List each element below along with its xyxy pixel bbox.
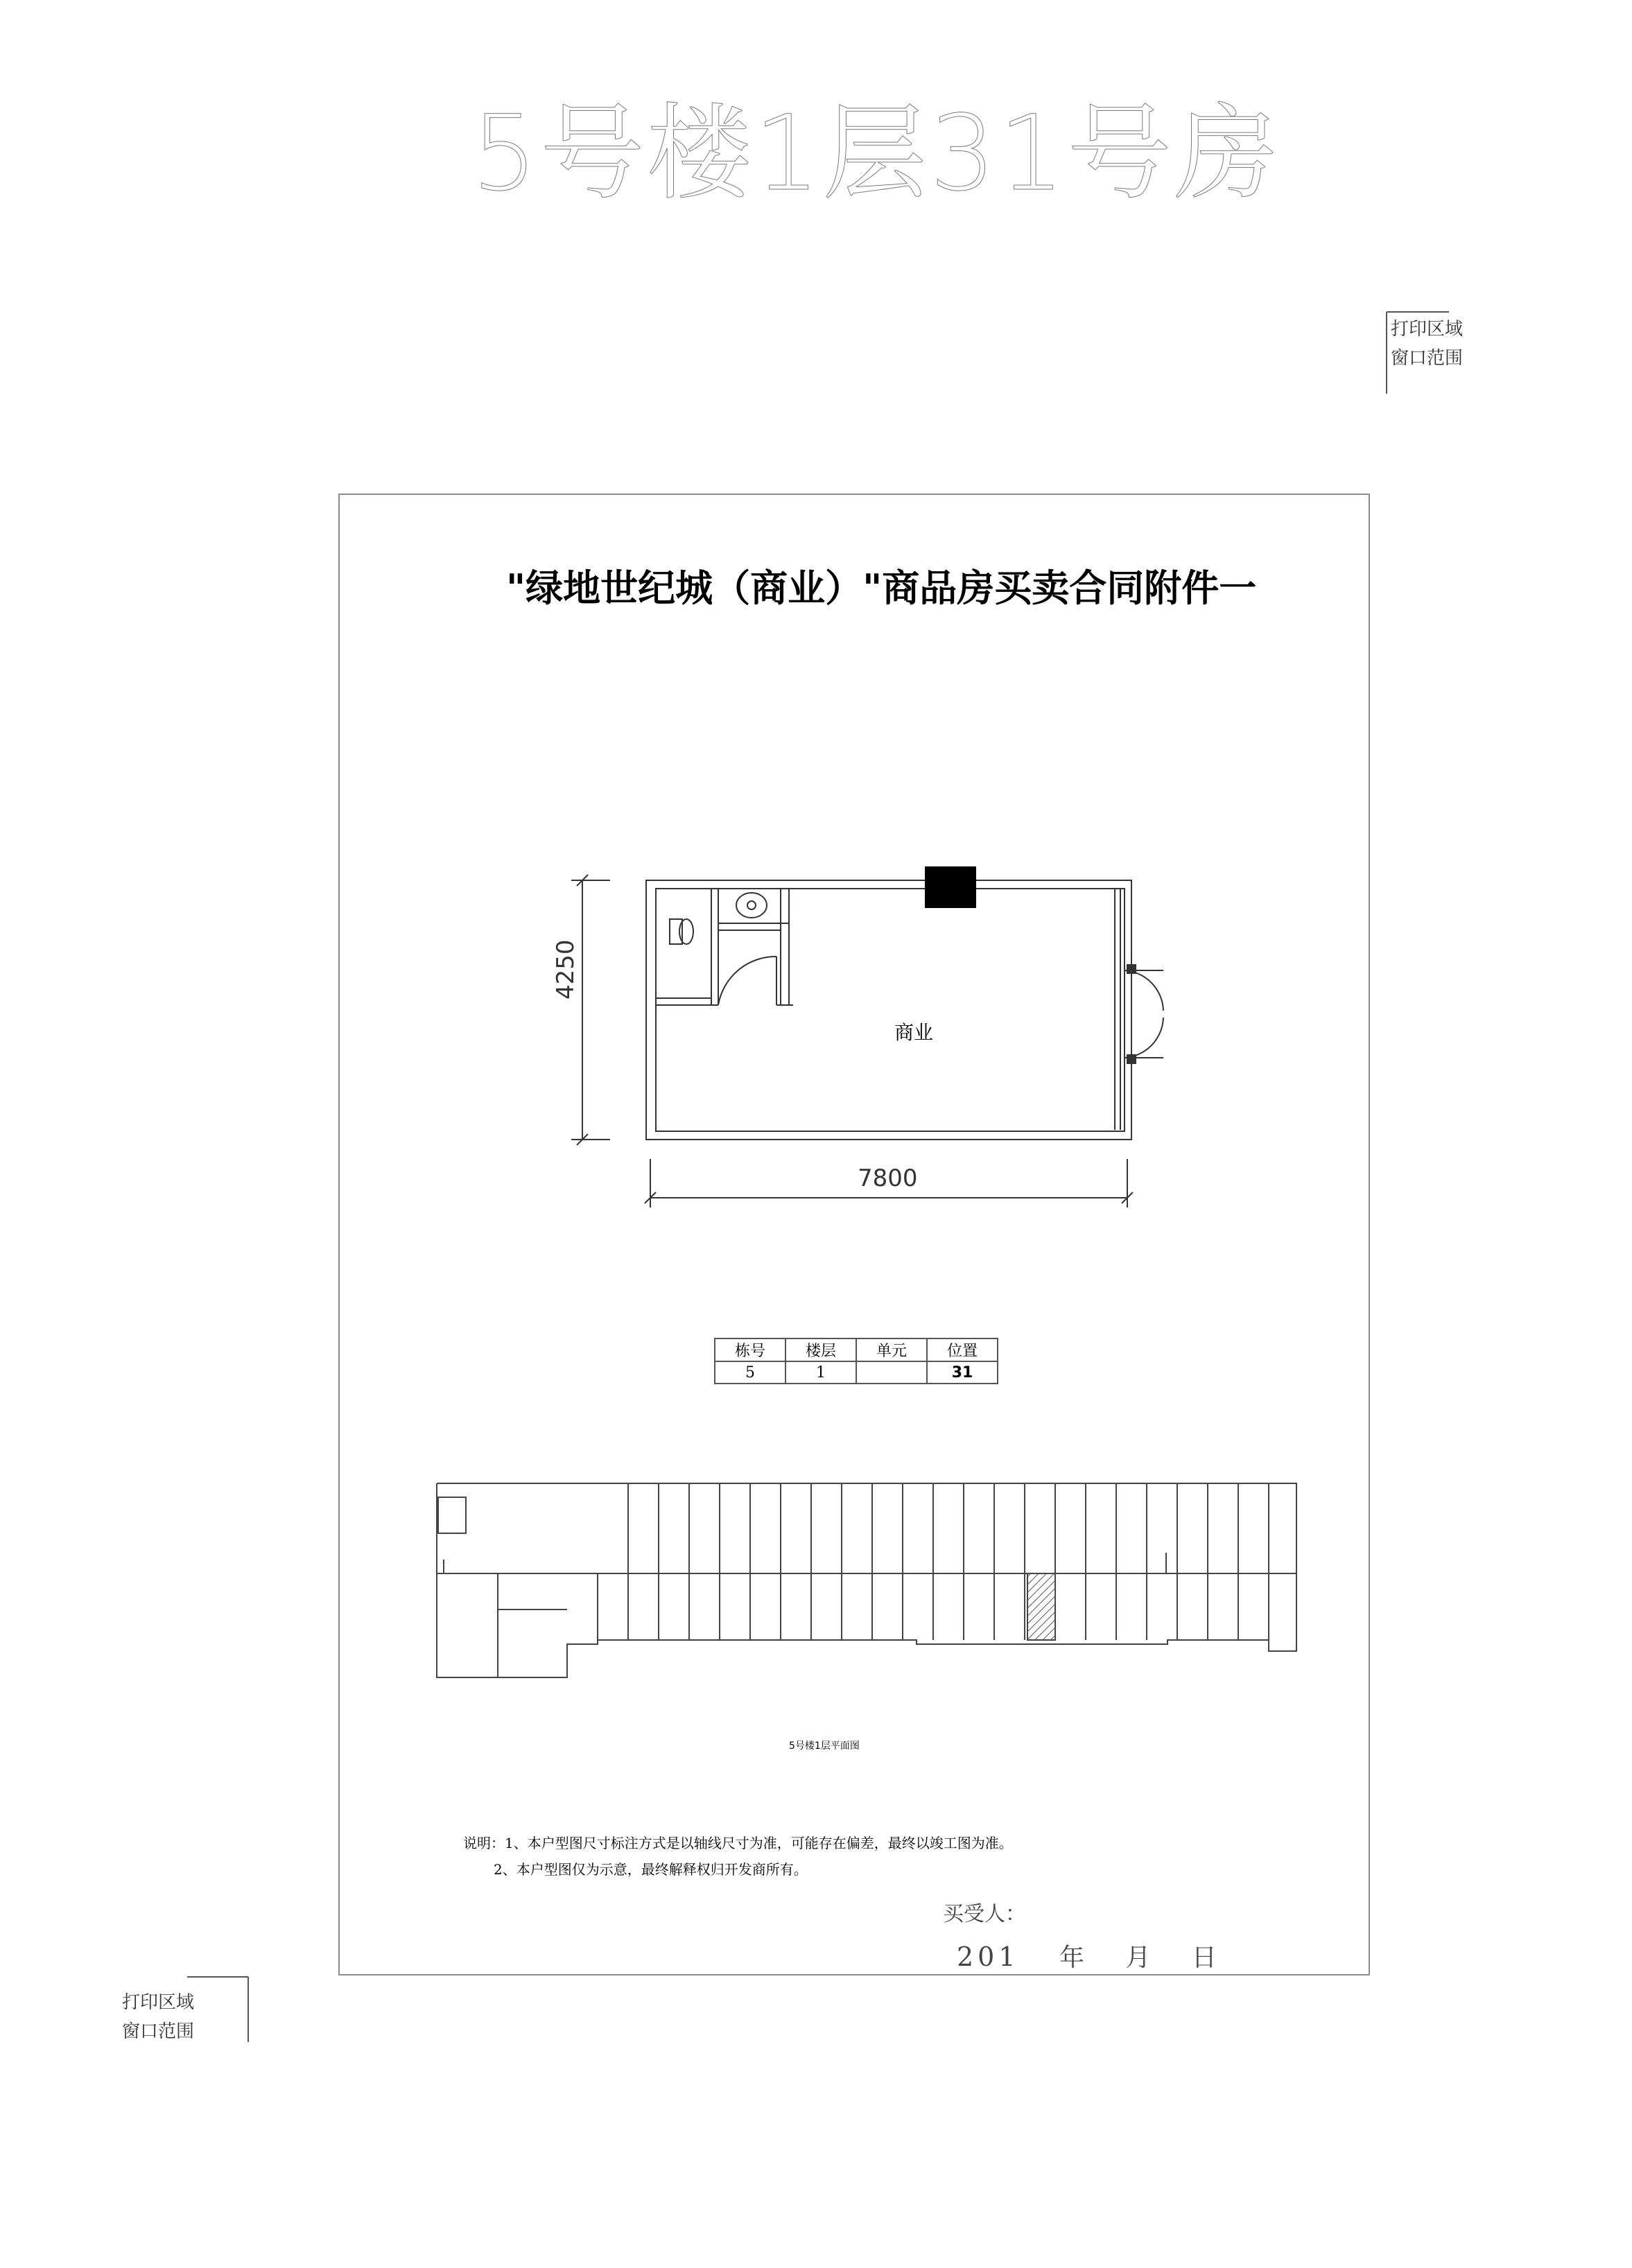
date-month-label: 月 <box>1125 1944 1152 1972</box>
page-title: 5号楼1层31号房 <box>471 94 1281 214</box>
floor-plan-caption: 5号楼1层平面图 <box>789 1741 860 1752</box>
print-mark-bracket-bottom <box>187 1977 248 2042</box>
notes <box>463 1830 1013 1883</box>
print-area-line1: 打印区域 <box>1391 319 1464 340</box>
table-cell-building: 5 <box>715 1361 785 1384</box>
room-label: 商业 <box>894 1021 934 1044</box>
document-title: "绿地世纪城（商业）"商品房买卖合同附件一 <box>506 566 1257 610</box>
table-header: 楼层 <box>785 1338 856 1361</box>
note-line: 2、本户型图仅为示意，最终解释权归开发商所有。 <box>494 1861 808 1878</box>
print-area-line1: 打印区域 <box>122 1992 195 2013</box>
date-year: 201 <box>957 1942 1020 1972</box>
table-cell-unit <box>856 1361 927 1384</box>
table-header: 栋号 <box>715 1338 785 1361</box>
table-header: 位置 <box>927 1338 998 1361</box>
highlighted-unit-31 <box>1027 1573 1055 1640</box>
signature-date <box>957 1938 1249 1973</box>
table-header: 单元 <box>856 1338 927 1361</box>
width-dimension: 7800 <box>858 1164 918 1192</box>
print-area-line2: 窗口范围 <box>122 2021 195 2042</box>
print-area-line2: 窗口范围 <box>1391 348 1464 369</box>
building-bay-lines <box>628 1483 1269 1640</box>
unit-floor-plan <box>571 875 1163 1207</box>
print-mark-bracket-top <box>1387 312 1449 394</box>
date-year-label: 年 <box>1059 1944 1086 1972</box>
unit-info-table <box>714 1338 998 1384</box>
table-cell-position: 31 <box>927 1361 998 1384</box>
height-dimension: 4250 <box>552 939 580 1000</box>
table-row <box>715 1361 998 1384</box>
table-header-row <box>715 1338 998 1361</box>
buyer-label: 买受人： <box>943 1902 1026 1926</box>
column-block <box>925 866 976 908</box>
note-line: 说明：1、本户型图尺寸标注方式是以轴线尺寸为准，可能存在偏差，最终以竣工图为准。 <box>463 1835 1013 1851</box>
building-floor-plan <box>437 1483 1296 1677</box>
table-cell-floor: 1 <box>785 1361 856 1384</box>
date-day-label: 日 <box>1191 1944 1218 1972</box>
